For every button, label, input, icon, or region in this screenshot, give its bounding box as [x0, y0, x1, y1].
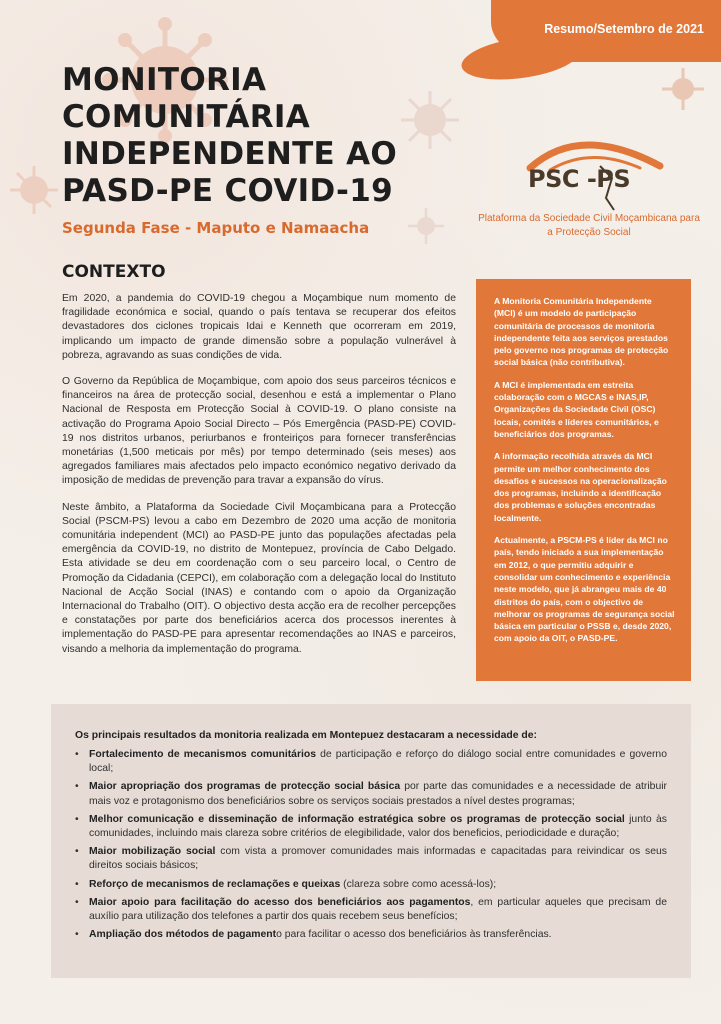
sidebar-paragraph: A MCI é implementada em estreita colaboração com o MGCAS e INAS,IP, Organizações da Sociedade Civil (OSC) locais, comités e líderes comunitários, e beneficiários dos programas.	[494, 379, 659, 439]
item-bold: Maior apropriação dos programas de protecção social básica	[89, 781, 401, 793]
bullet: •	[75, 781, 79, 793]
results-list	[75, 748, 667, 942]
list-item	[75, 845, 667, 873]
item-text: com vista a promover comunidades mais informadas e capacitadas para reivindicar os seus direitos sociais básicos;	[89, 846, 668, 872]
item-text: de participação e reforço do diálogo social entre comunidades e governo local;	[89, 749, 667, 775]
org-name: Plataforma da Sociedade Civil Moçambicana para a Protecção Social	[478, 213, 700, 238]
list-item	[75, 878, 667, 892]
item-text: , em particular aqueles que precisam de auxílio para utilização dos telefones a partir dos quais recebem seus benefícios;	[89, 896, 667, 923]
results-box	[51, 704, 691, 978]
results-intro: Os principais resultados da monitoria realizada em Montepuez destacaram a necessidade de:	[75, 730, 537, 741]
page-subtitle: Segunda Fase - Maputo e Namaacha	[62, 219, 370, 237]
item-text: por parte das comunidades e a necessidade de atribuir mais voz e protagonismo dos beneficiários sobre os serviços sociais prestados a nível destes programas;	[89, 781, 667, 807]
list-item	[75, 896, 667, 924]
item-bold: Ampliação dos métodos de pagament	[89, 929, 277, 941]
item-bold: Maior apoio para facilitação do acesso dos beneficiários aos pagamentos	[89, 896, 471, 908]
mci-info-sidebar	[476, 279, 691, 681]
item-text: junto às comunidades, incluindo mais clareza sobre critérios de elegibilidade, valor dos beneficios, periodicidade e duração;	[89, 813, 667, 840]
logo-text: PSC -PS	[528, 165, 631, 193]
bullet: •	[75, 749, 79, 760]
list-item	[75, 748, 667, 776]
bullet: •	[75, 846, 79, 858]
contexto-paragraph: Neste âmbito, a Plataforma da Sociedade Civil Moçambicana para a Protecção Social (PSCM-PS) levou a cabo em Dezembro de 2020 uma acção de monitoria comunitária independent (MCI) ao PASD-PE junto das populações afectadas pela emergência da COVID-19, no distrito de Montepuez, província de Cabo Delgado. Esta atividade se deu em coordenação com o seu parceiro local, o Centro de Promoção da Cidadania (CEPCI), em colaboração com a delegação local do Instituto Nacional de Acção Social (INAS) e contando com o apoio da Organização Internacional do Trabalho (OIT). O objectivo desta acção era de recolher percepções e constatações por parte dos beneficiários acerca dos processos inerentes à implementação do PASD-PE para apresentar recomendações ao INAS e parceiros, visando a melhoria da implementação do programa.	[62, 501, 456, 655]
sidebar-paragraph: A Monitoria Comunitária Independente (MCI) é um modelo de participação comunitária de processos de monitoria independente feita aos serviços prestados pelo governo nos programas de protecção social básica (não contributiva).	[494, 296, 669, 368]
list-item	[75, 780, 667, 808]
sidebar-paragraph: A informação recolhida através da MCI permite um melhor conhecimento dos desafios e sucessos na operacionalização dos programas, incluindo a identificação dos problemas e soluções encontradas localmente.	[494, 451, 667, 523]
list-item	[75, 813, 667, 841]
virus-decoration-icon	[658, 64, 708, 114]
period-label: Resumo/Setembro de 2021	[544, 22, 704, 36]
sidebar-paragraph: Actualmente, a PSCM-PS é líder da MCI no país, tendo iniciado a sua implementação em 2012, o que permitiu adquirir e consolidar um conhecimento e experiência neste modelo, que já abrangeu mais de 40 distritos do país, com o objectivo de melhorar os programas de segurança social básica em particular o PSSB e, desde 2020, com apoio da OIT, o PASD-PE.	[494, 535, 675, 644]
item-bold: Maior mobilização social	[89, 846, 216, 858]
item-bold: Reforço de mecanismos de reclamações e queixas	[89, 878, 341, 890]
list-item	[75, 928, 667, 942]
contexto-paragraph: Em 2020, a pandemia do COVID-19 chegou a Moçambique num momento de fragilidade económica e social, quando o país tentava se recuperar dos efeitos devastadores dos ciclones tropicais Idai e Kenneth que ocorreram em 2019, implicando um impacto de grande dimensão sobre a população vulnerável à pobreza, agravando as suas condições de vida.	[62, 293, 456, 361]
item-bold: Melhor comunicação e disseminação de informação estratégica sobre os programas de protecção social	[89, 813, 625, 825]
contexto-paragraph: O Governo da República de Moçambique, com apoio dos seus parceiros técnicos e financeiros na área de protecção social, desenhou e está a implementar o Plano Nacional de Resposta em Protecção Social à COVID-19. O plano consiste na activação do Programa Apoio Social Directo – Pós Emergência (PASD-PE) COVID-19 nos distritos urbanos, periurbanos e fronteiriços para fornecer transferências monetárias (1,500 meticais por mês) por tempo determinado (seis meses) aos agregados familiares mais afectados pelo impacto económico negativo derivado da imposição de medidas de prevenção para travar a expansão do vírus.	[62, 376, 456, 487]
item-text: (clareza sobre como acessá-los);	[340, 878, 497, 890]
bullet: •	[75, 813, 79, 825]
virus-decoration-icon	[4, 160, 64, 220]
virus-decoration-icon	[405, 205, 447, 247]
item-bold: Fortalecimento de mecanismos comunitários	[89, 749, 317, 760]
bullet: •	[75, 896, 79, 908]
bullet: •	[75, 929, 79, 941]
contexto-body	[62, 292, 456, 669]
page-title: MONITORIA COMUNITÁRIA INDEPENDENTE AO PASD-PE COVID-19	[62, 62, 398, 209]
bullet: •	[75, 878, 79, 890]
section-heading-contexto: CONTEXTO	[62, 262, 166, 282]
item-text: o para facilitar o acesso dos beneficiários às transferências.	[276, 929, 552, 941]
